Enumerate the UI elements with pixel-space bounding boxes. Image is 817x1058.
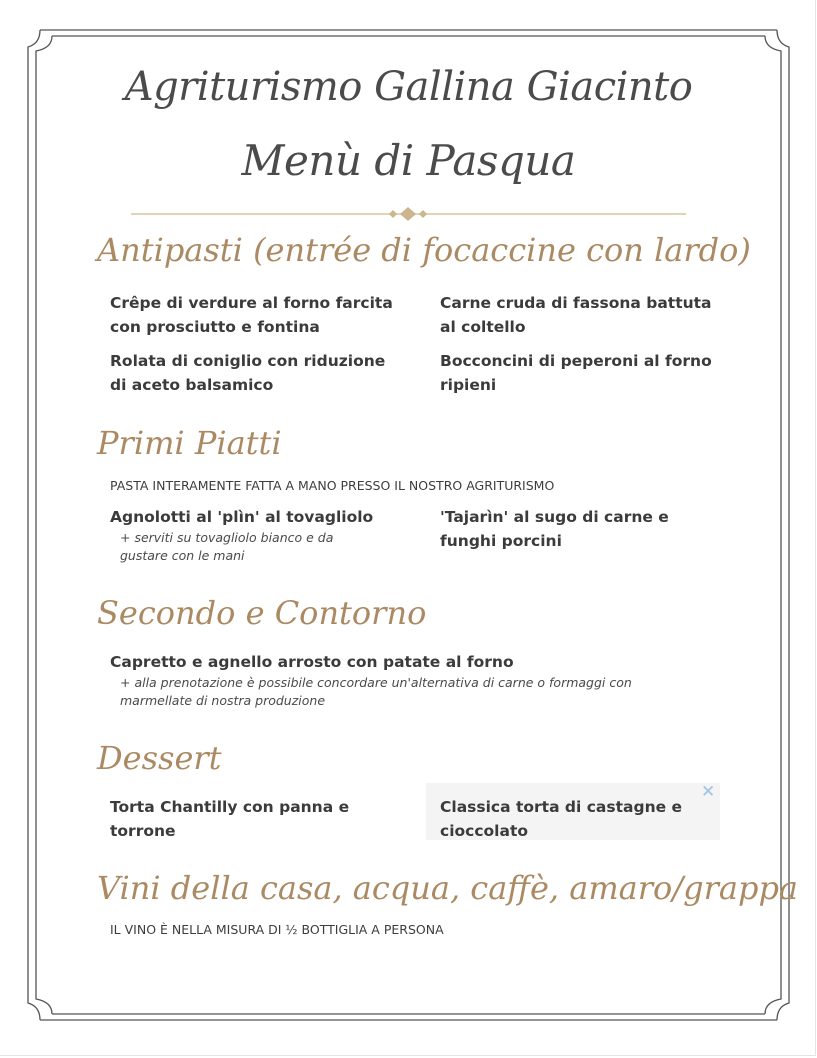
menu-item: Capretto e agnello arrosto con patate al forno: [110, 653, 514, 671]
divider-diamond-icon: [389, 210, 397, 218]
section-title-primi: Primi Piatti: [97, 424, 282, 462]
close-icon[interactable]: ✕: [701, 782, 716, 802]
section-title-vini: Vini della casa, acqua, caffè, amaro/grappa: [97, 869, 798, 907]
menu-item: Torta Chantilly con panna e torrone: [110, 798, 350, 840]
section-subtitle: PASTA INTERAMENTE FATTA A MANO PRESSO IL NOSTRO AGRITURISMO: [110, 478, 555, 493]
section-subtitle: IL VINO È NELLA MISURA DI ½ BOTTIGLIA A PERSONA: [110, 922, 444, 937]
menu-item: Bocconcini di peperoni al forno ripieni: [440, 352, 712, 394]
section-title-antipasti: Antipasti (entrée di focaccine con lardo): [97, 231, 751, 269]
menu-item-note: + alla prenotazione è possibile concordare un'alternativa di carne o formaggi con marmellate di nostra produzione: [120, 675, 632, 708]
menu-item: Agnolotti al 'plìn' al tovagliolo: [110, 508, 374, 526]
divider-diamond-icon: [419, 210, 427, 218]
divider-diamond-icon: [400, 207, 416, 221]
menu-item: Crêpe di verdure al forno farcita con prosciutto e fontina: [110, 294, 393, 336]
menu-item: 'Tajarìn' al sugo di carne e funghi porcini: [440, 508, 669, 550]
menu-item-note: + serviti su tovagliolo bianco e da gustare con le mani: [120, 530, 334, 563]
menu-item[interactable]: Classica torta di castagne e cioccolato: [440, 798, 683, 840]
menu-title: Menù di Pasqua: [241, 136, 576, 185]
restaurant-name: Agriturismo Gallina Giacinto: [124, 64, 693, 110]
section-title-dessert: Dessert: [97, 739, 222, 777]
title-divider: [0, 204, 817, 224]
menu-item: Rolata di coniglio con riduzione di aceto balsamico: [110, 352, 386, 394]
menu-item: Carne cruda di fassona battuta al coltello: [440, 294, 712, 336]
section-title-secondo: Secondo e Contorno: [97, 594, 427, 632]
